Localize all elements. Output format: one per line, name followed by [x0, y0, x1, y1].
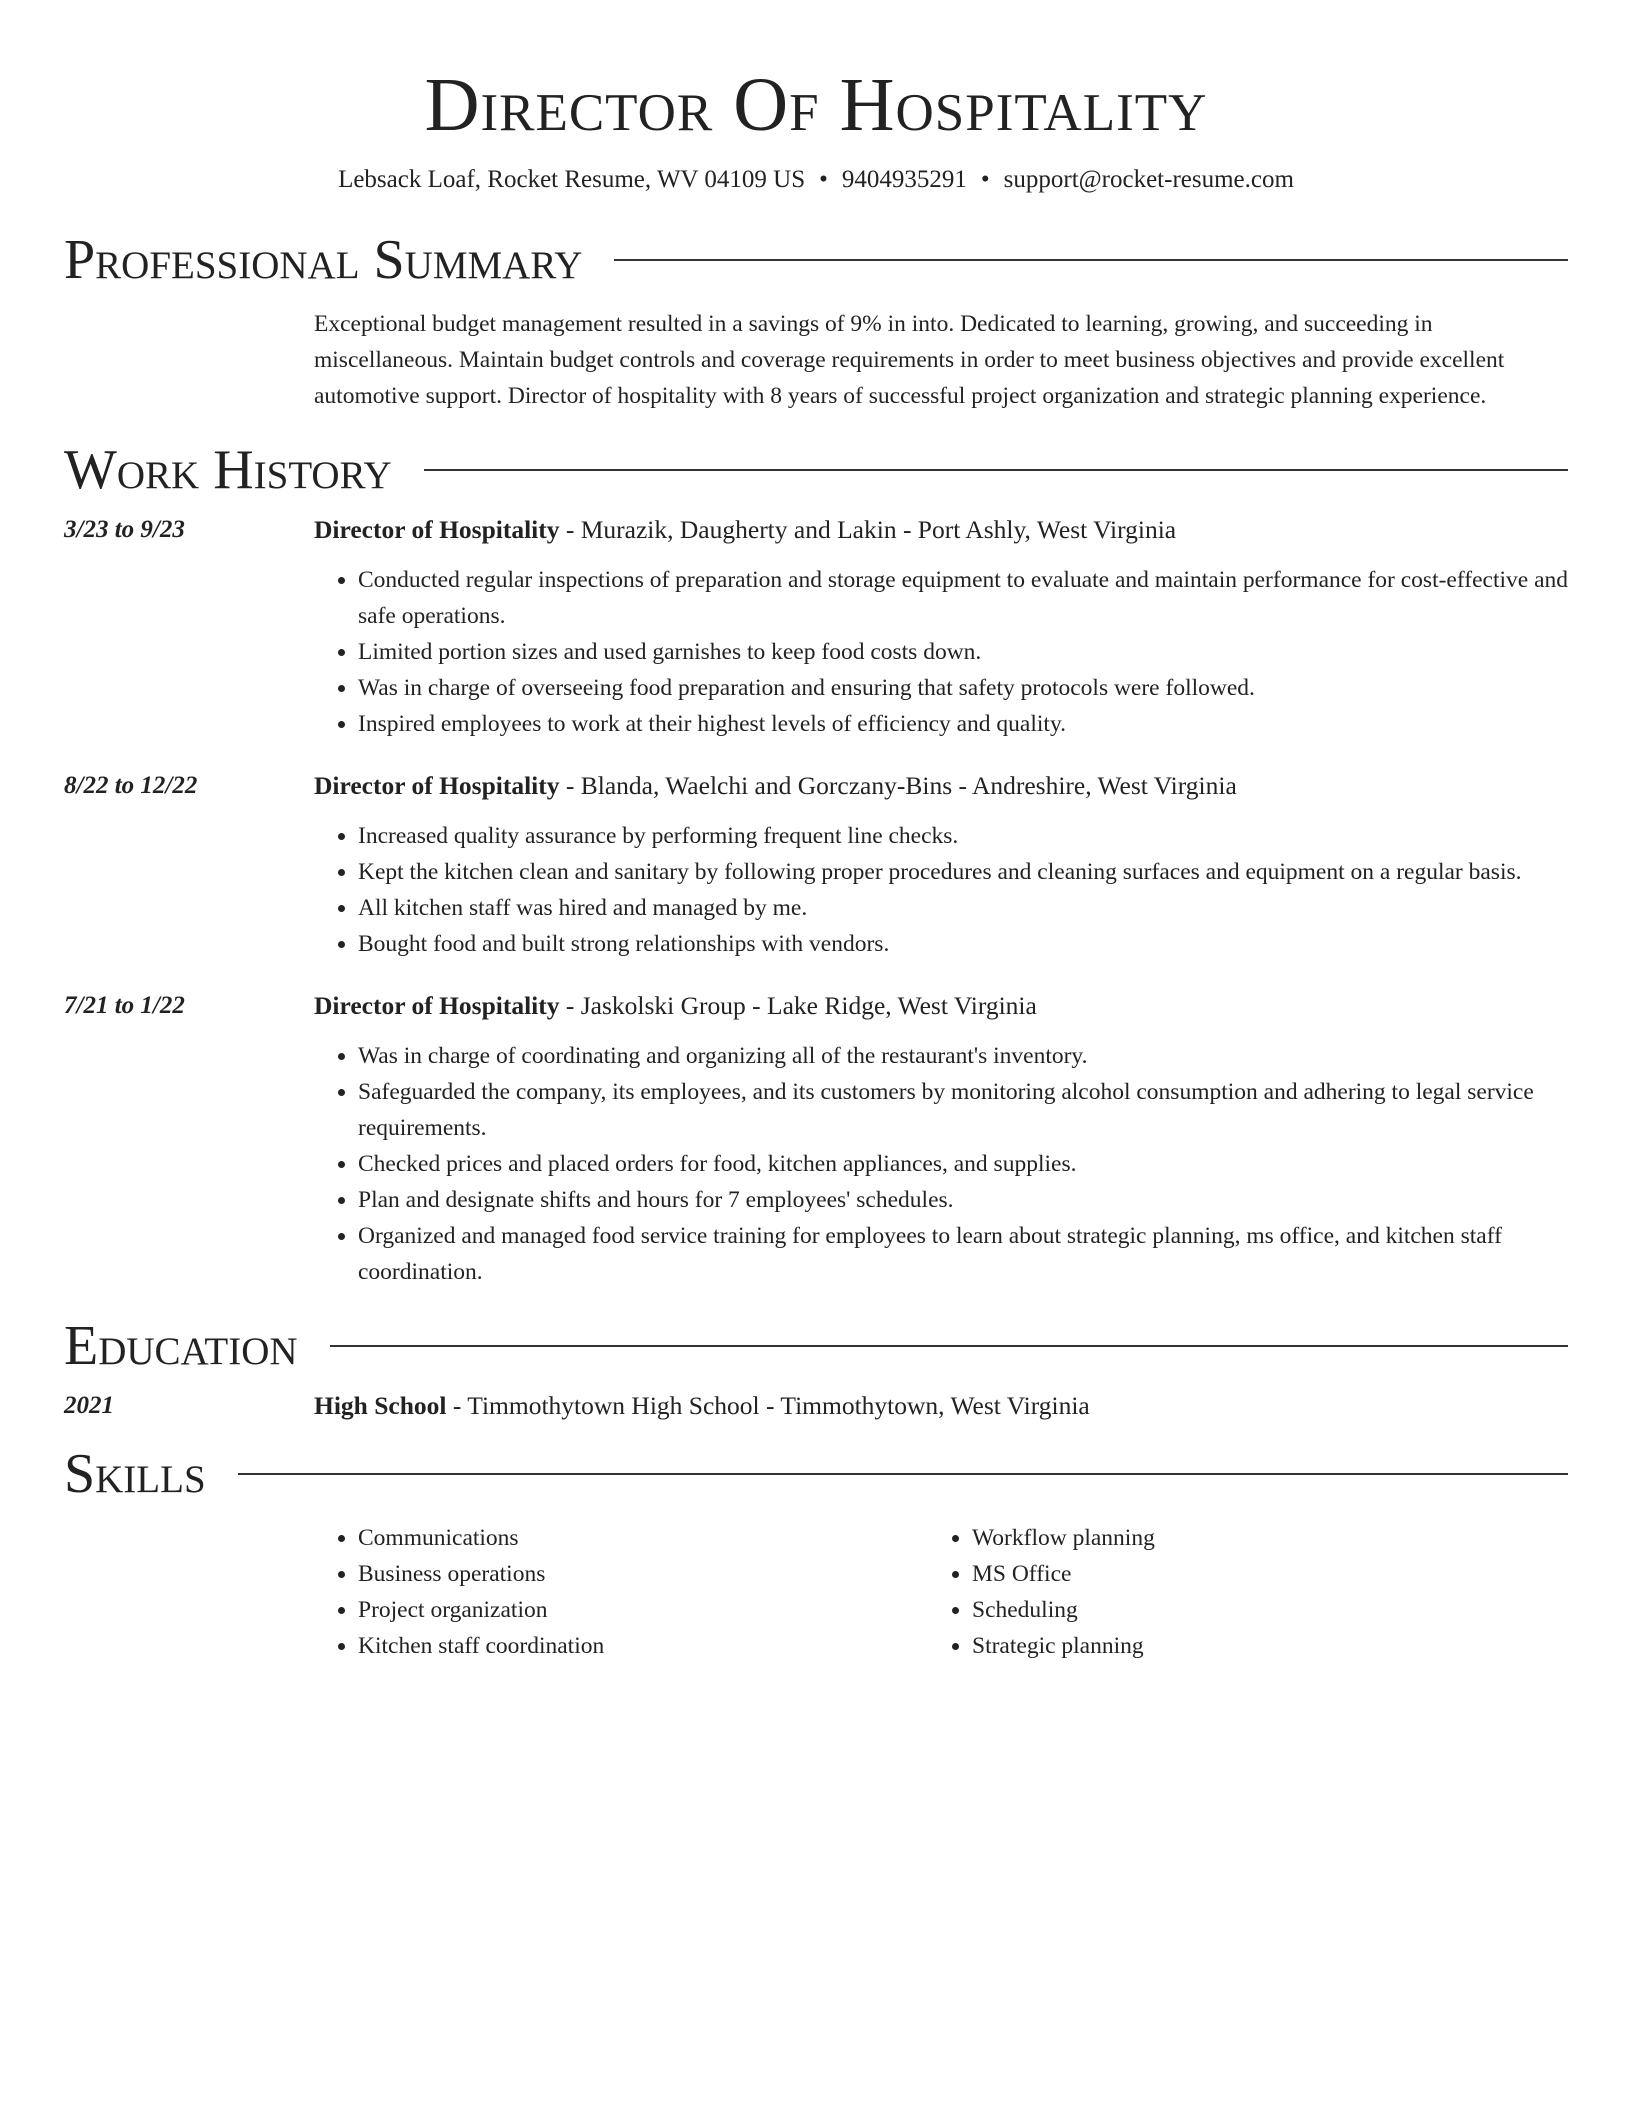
job-role: Director of Hospitality: [314, 771, 560, 800]
job-bullets: [314, 562, 1568, 742]
job-bullet: • All kitchen staff was hired and managed by me.: [358, 890, 1568, 926]
education-year: 2021: [64, 1392, 114, 1419]
job-bullet: • Was in charge of overseeing food preparation and ensuring that safety protocols were followed.: [358, 670, 1568, 706]
education-line: [314, 1388, 1568, 1424]
job-dates: 8/22 to 12/22: [64, 772, 198, 799]
job-employer: - Murazik, Daugherty and Lakin - Port Ashly, West Virginia: [559, 515, 1177, 544]
job-bullet: • Limited portion sizes and used garnishes to keep food costs down.: [358, 634, 1568, 670]
job-entry: [64, 768, 1568, 962]
section-divider: [614, 259, 1568, 261]
skill-item: • MS Office: [972, 1556, 1542, 1592]
job-role: Director of Hospitality: [314, 515, 560, 544]
job-bullet: • Increased quality assurance by performing frequent line checks.: [358, 818, 1568, 854]
contact-separator: •: [819, 166, 828, 193]
skill-item: • Business operations: [358, 1556, 928, 1592]
contact-separator: •: [980, 166, 990, 193]
job-title-line: [314, 768, 1568, 804]
skill-item: • Communications: [358, 1520, 928, 1556]
job-title-line: [314, 988, 1568, 1024]
job-bullet: • Bought food and built strong relationships with vendors.: [358, 926, 1568, 962]
job-employer: - Jaskolski Group - Lake Ridge, West Virginia: [559, 991, 1037, 1020]
job-entry: [64, 512, 1568, 742]
job-dates: 7/21 to 1/22: [64, 992, 185, 1019]
job-bullet: • Was in charge of coordinating and organizing all of the restaurant's inventory.: [358, 1038, 1568, 1074]
job-bullet: • Kept the kitchen clean and sanitary by following proper procedures and cleaning surfaces and equipment on a regular basis.: [358, 854, 1568, 890]
candidate-name: Director Of Hospitality: [424, 63, 1208, 147]
contact-line: [64, 164, 1568, 196]
skill-item: • Scheduling: [972, 1592, 1542, 1628]
skill-item: • Kitchen staff coordination: [358, 1628, 928, 1664]
skill-item: • Workflow planning: [972, 1520, 1542, 1556]
email: support@rocket-resume.com: [1003, 166, 1294, 193]
job-bullet: • Inspired employees to work at their highest levels of efficiency and quality.: [358, 706, 1568, 742]
education-entry: [64, 1388, 1568, 1424]
phone: 9404935291: [841, 166, 967, 193]
section-divider: [424, 469, 1568, 471]
education-section-title: Education: [64, 1315, 298, 1377]
job-bullets: [314, 1038, 1568, 1290]
skills-section-title: Skills: [64, 1443, 206, 1505]
work-section-header: [64, 438, 1568, 502]
job-bullet: • Organized and managed food service training for employees to learn about strategic planning, ms office, and kitchen staff coordination.: [358, 1218, 1568, 1290]
job-employer: - Blanda, Waelchi and Gorczany-Bins - Andreshire, West Virginia: [559, 771, 1237, 800]
skill-item: • Strategic planning: [972, 1628, 1542, 1664]
job-bullet: • Checked prices and placed orders for food, kitchen appliances, and supplies.: [358, 1146, 1568, 1182]
section-divider: [238, 1473, 1568, 1475]
job-entry: [64, 988, 1568, 1290]
job-dates: 3/23 to 9/23: [64, 516, 185, 543]
skills-list: [314, 1520, 1568, 1664]
job-bullet: • Plan and designate shifts and hours for 7 employees' schedules.: [358, 1182, 1568, 1218]
education-school: - Timmothytown High School - Timmothytown, West Virginia: [446, 1391, 1090, 1420]
job-bullet: • Conducted regular inspections of preparation and storage equipment to evaluate and maintain performance for cost-effective and safe operations.: [358, 562, 1568, 634]
resume-page: [64, 0, 1568, 1664]
summary-section-title: Professional Summary: [64, 229, 583, 291]
job-title-line: [314, 512, 1568, 548]
skills-column-left: [314, 1520, 928, 1664]
education-section-header: [64, 1314, 1568, 1378]
work-section-title: Work History: [64, 439, 392, 501]
skills-section-header: [64, 1442, 1568, 1506]
education-degree: High School: [314, 1391, 447, 1420]
skills-column-right: [928, 1520, 1542, 1664]
summary-text: Exceptional budget management resulted in a savings of 9% in into. Dedicated to learning, growing, and succeeding in miscellaneous. Maintain budget controls and coverage requirements in order to meet business objectives and provide excellent automotive support. Director of hospitality with 8 years of successful project organization and strategic planning experience.: [314, 311, 1505, 409]
job-bullets: [314, 818, 1568, 962]
job-role: Director of Hospitality: [314, 991, 560, 1020]
summary-section-header: [64, 228, 1568, 292]
address: Lebsack Loaf, Rocket Resume, WV 04109 US: [338, 166, 806, 193]
section-divider: [330, 1345, 1568, 1347]
job-bullet: • Safeguarded the company, its employees, and its customers by monitoring alcohol consumption and adhering to legal service requirements.: [358, 1074, 1568, 1146]
skill-item: • Project organization: [358, 1592, 928, 1628]
